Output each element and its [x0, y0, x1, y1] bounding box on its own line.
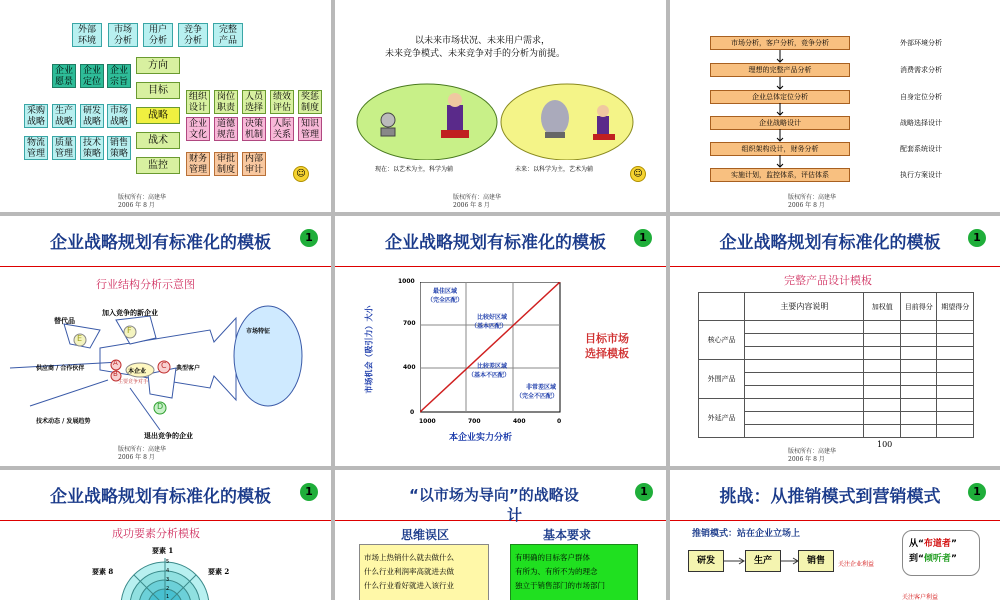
label-2: 消费需求分析 — [900, 66, 942, 74]
from-preacher: 布道者 — [923, 539, 951, 549]
label-rivals: 主要竞争对手 — [118, 379, 149, 385]
slide-title: 企业战略规划有标准化的模板 — [50, 487, 271, 507]
x-axis-label: 本企业实力分析 — [449, 433, 513, 443]
step-3: 企业总体定位分析 — [710, 90, 850, 104]
stack-direction: 方向 — [136, 57, 180, 74]
factor-8: 要素 8 — [92, 567, 114, 576]
diagram-subtitle: 行业结构分析示意图 — [96, 278, 195, 291]
letter-e: E — [77, 334, 83, 343]
chart-subtitle: 成功要素分析模板 — [112, 527, 200, 540]
flow-arrows — [724, 556, 800, 566]
stack-goal: 目标 — [136, 82, 180, 99]
row-a-3: 人员选择 — [242, 90, 266, 114]
from-prefix: 从“ — [909, 539, 924, 549]
from-to-box — [902, 530, 980, 576]
number-badge: 1 — [634, 229, 652, 247]
intro-line-1: 以未来市场状况、未来用户需求， — [415, 36, 551, 46]
left-scale-icon — [381, 113, 395, 136]
radar-chart — [120, 558, 210, 600]
right-heading: 基本要求 — [543, 528, 592, 542]
footer-copyright: 版权所有：高建华 — [118, 446, 167, 453]
number-badge: 1 — [968, 229, 986, 247]
y-tick-400: 400 — [403, 364, 416, 371]
top-box-2: 市场分析 — [108, 23, 138, 47]
left-grid-5: 物流管理 — [24, 136, 48, 160]
left-line-1: 市场上热销什么就去做什么 — [364, 553, 454, 562]
stack-monitor: 监控 — [136, 157, 180, 174]
slide-header — [0, 470, 331, 521]
left-line-3: 什么行业看好就进入该行业 — [364, 581, 454, 590]
row-b-2: 道德规范 — [214, 117, 238, 141]
teal-box-2: 企业定位 — [80, 64, 104, 88]
ring-5: 5 — [166, 559, 170, 565]
label-exit: 退出竞争的企业 — [144, 431, 193, 440]
push-mode-label: 推销模式：站在企业立场上 — [692, 529, 801, 539]
step-5: 组织架构设计，财务分析 — [710, 142, 850, 156]
letter-f: F — [127, 326, 132, 335]
footer-copyright: 版权所有：高建华 — [118, 194, 167, 201]
left-grid-2: 生产战略 — [52, 104, 76, 128]
slide-title-line-2: 计 — [507, 506, 523, 524]
step-1: 市场分析，客户分析，竞争分析 — [710, 36, 850, 50]
smiley-icon: ☺ — [293, 166, 309, 182]
flow-production: 生产 — [745, 550, 781, 572]
footer-date: 2006 年 8 月 — [118, 454, 155, 461]
top-box-4: 竞争分析 — [178, 23, 208, 47]
flow-sales: 销售 — [798, 550, 834, 572]
zone-poor: 比较差区域 — [477, 363, 508, 370]
intro-line-2: 未来竞争模式、未来竞争对手的分析为前提。 — [385, 49, 566, 59]
right-line-1: 有明确的目标客户群体 — [515, 553, 590, 562]
row-b-1: 企业文化 — [186, 117, 210, 141]
x-tick-400: 400 — [513, 418, 526, 425]
slide-header — [0, 216, 331, 267]
row-c-3: 内部审计 — [242, 152, 266, 176]
table-subtitle: 完整产品设计模板 — [784, 274, 872, 287]
teal-box-3: 企业宗旨 — [107, 64, 131, 88]
number-badge: 1 — [300, 229, 318, 247]
row-a-5: 奖惩制度 — [298, 90, 322, 114]
zone-worst: 非常差区域 — [526, 384, 557, 391]
left-line-2: 什么行业利润率高就进去做 — [364, 567, 454, 576]
product-table — [698, 292, 974, 438]
header-current: 目前得分 — [900, 293, 937, 321]
right-scale-icon — [541, 100, 569, 138]
row-a-2: 岗位职责 — [214, 90, 238, 114]
ring-1: 1 — [166, 594, 170, 600]
row-a-1: 组织设计 — [186, 90, 210, 114]
ring-2: 2 — [166, 586, 170, 592]
footer-date: 2006 年 8 月 — [453, 202, 490, 209]
zone-poor-sub: （基本不匹配） — [468, 372, 511, 379]
row-a-4: 绩效评估 — [270, 90, 294, 114]
left-grid-1: 采购战略 — [24, 104, 48, 128]
y-tick-0: 0 — [410, 409, 415, 416]
number-badge: 1 — [300, 483, 318, 501]
footer-copyright: 版权所有：高建华 — [788, 194, 837, 201]
letter-d: D — [157, 402, 164, 411]
ring-3: 3 — [166, 577, 170, 583]
slide-header — [335, 216, 666, 267]
footer-copyright: 版权所有：高建华 — [788, 448, 837, 455]
step-2: 理想的完整产品分析 — [710, 63, 850, 77]
left-grid-4: 市场战略 — [107, 104, 131, 128]
letter-a: A — [113, 359, 118, 367]
row-b-4: 人际关系 — [270, 117, 294, 141]
number-badge: 1 — [635, 483, 653, 501]
label-3: 自身定位分析 — [900, 93, 942, 101]
slide-header — [670, 216, 1000, 267]
left-grid-7: 技术策略 — [80, 136, 104, 160]
row-b-3: 决策机制 — [242, 117, 266, 141]
left-grid-3: 研发战略 — [80, 104, 104, 128]
y-axis-label: 市场机会（吸引力）大小 — [364, 305, 374, 394]
y-tick-700: 700 — [403, 320, 416, 327]
slide-title-line-1: “以市场为导向”的战略设 — [409, 486, 579, 504]
footer-copyright: 版权所有：高建华 — [453, 194, 502, 201]
label-typical: 典型客户 — [176, 365, 201, 372]
slide-header — [670, 470, 1000, 521]
slide-6-product-design[interactable] — [670, 216, 1000, 466]
slide-3-process-flow[interactable] — [670, 0, 1000, 212]
left-grid-6: 质量管理 — [52, 136, 76, 160]
slide-header — [335, 470, 666, 524]
label-1: 外部环境分析 — [900, 39, 942, 47]
row-label-core: 核心产品 — [699, 321, 745, 360]
caption-now: 现在：以艺术为主，科学为辅 — [375, 166, 454, 173]
top-box-3: 用户分析 — [143, 23, 173, 47]
slide-title: 挑战：从推销模式到营销模式 — [719, 487, 941, 507]
header-expected: 期望得分 — [937, 293, 974, 321]
label-tech: 技术动态 / 发展趋势 — [36, 418, 91, 425]
factor-2: 要素 2 — [208, 567, 230, 576]
slide-2-future-analysis[interactable] — [335, 0, 666, 212]
number-badge: 1 — [968, 483, 986, 501]
zone-good: 比较好区域 — [477, 314, 508, 321]
left-heading: 思维误区 — [401, 528, 450, 542]
to-suffix: ” — [950, 554, 957, 564]
x-tick-0: 0 — [557, 418, 562, 425]
label-5: 配套系统设计 — [900, 145, 942, 153]
zone-best-sub: （完全匹配） — [427, 297, 464, 304]
from-suffix: ” — [950, 539, 957, 549]
total-value: 100 — [877, 440, 893, 449]
scale-illustration — [355, 80, 655, 160]
to-prefix: 到“ — [909, 554, 924, 564]
row-label-extended: 外延产品 — [699, 399, 745, 438]
slide-title: 企业战略规划有标准化的模板 — [385, 233, 606, 253]
caption-future: 未来：以科学为主，艺术为辅 — [515, 166, 594, 173]
y-tick-1000: 1000 — [398, 278, 415, 285]
corner-cell — [699, 293, 745, 321]
left-box — [359, 544, 489, 600]
ring-4: 4 — [166, 568, 170, 574]
stack-tactics: 战术 — [136, 132, 180, 149]
footer-date: 2006 年 8 月 — [788, 202, 825, 209]
note-customer: 关注客户利益 — [902, 594, 939, 600]
side-label-1: 目标市场 — [585, 332, 629, 345]
x-tick-700: 700 — [468, 418, 481, 425]
label-4: 战略选择设计 — [900, 119, 942, 127]
step-4: 企业战略设计 — [710, 116, 850, 130]
slide-5-target-market-matrix[interactable] — [335, 216, 666, 466]
top-box-5: 完整产品 — [213, 23, 243, 47]
label-substitute: 替代品 — [54, 316, 75, 325]
slide-9-push-to-marketing[interactable] — [670, 470, 1000, 600]
right-box — [510, 544, 638, 600]
row-c-1: 财务管理 — [186, 152, 210, 176]
to-listener: 倾听者 — [923, 554, 951, 564]
factor-1: 要素 1 — [152, 546, 174, 555]
slide-7-success-factors[interactable] — [0, 470, 331, 600]
market-ellipse — [234, 306, 302, 406]
row-label-peripheral: 外围产品 — [699, 360, 745, 399]
right-line-2: 有所为、有所不为的理念 — [515, 567, 598, 576]
left-grid-8: 销售策略 — [107, 136, 131, 160]
header-weight: 加权值 — [864, 293, 901, 321]
slide-title: 企业战略规划有标准化的模板 — [719, 233, 941, 253]
zone-worst-sub: （完全不匹配） — [516, 393, 559, 400]
note-company: 关注企业利益 — [838, 561, 875, 568]
footer-date: 2006 年 8 月 — [788, 456, 825, 463]
step-6: 实施计划，监控体系，评估体系 — [710, 168, 850, 182]
label-new-entrants: 加入竞争的新企业 — [102, 308, 158, 317]
slide-1-strategy-framework[interactable] — [0, 0, 331, 212]
letter-b: B — [113, 370, 118, 378]
top-box-1: 外部环境 — [72, 23, 102, 47]
slide-8-market-oriented[interactable] — [335, 470, 666, 600]
zone-best: 最佳区域 — [433, 288, 458, 295]
slide-4-industry-structure[interactable] — [0, 216, 331, 466]
label-supplier: 供应商 / 合作伙伴 — [36, 365, 85, 372]
flow-rnd: 研发 — [688, 550, 724, 572]
label-market: 市场特征 — [246, 328, 271, 335]
step-arrows — [775, 50, 785, 170]
teal-box-1: 企业愿景 — [52, 64, 76, 88]
row-b-5: 知识管理 — [298, 117, 322, 141]
zone-good-sub: （基本匹配） — [471, 323, 508, 330]
x-tick-1000: 1000 — [419, 418, 436, 425]
header-content: 主要内容说明 — [745, 293, 864, 321]
right-line-3: 独立于销售部门的市场部门 — [515, 581, 605, 590]
smiley-icon: ☺ — [630, 166, 646, 182]
stack-strategy: 战略 — [136, 107, 180, 124]
slide-title: 企业战略规划有标准化的模板 — [50, 233, 271, 253]
letter-c: C — [161, 361, 167, 370]
side-label-2: 选择模板 — [585, 347, 629, 360]
row-c-2: 审批制度 — [214, 152, 238, 176]
footer-date: 2006 年 8 月 — [118, 202, 155, 209]
label-self: 本企业 — [128, 368, 147, 375]
label-6: 执行方案设计 — [900, 171, 942, 179]
left-ellipse — [357, 84, 497, 160]
